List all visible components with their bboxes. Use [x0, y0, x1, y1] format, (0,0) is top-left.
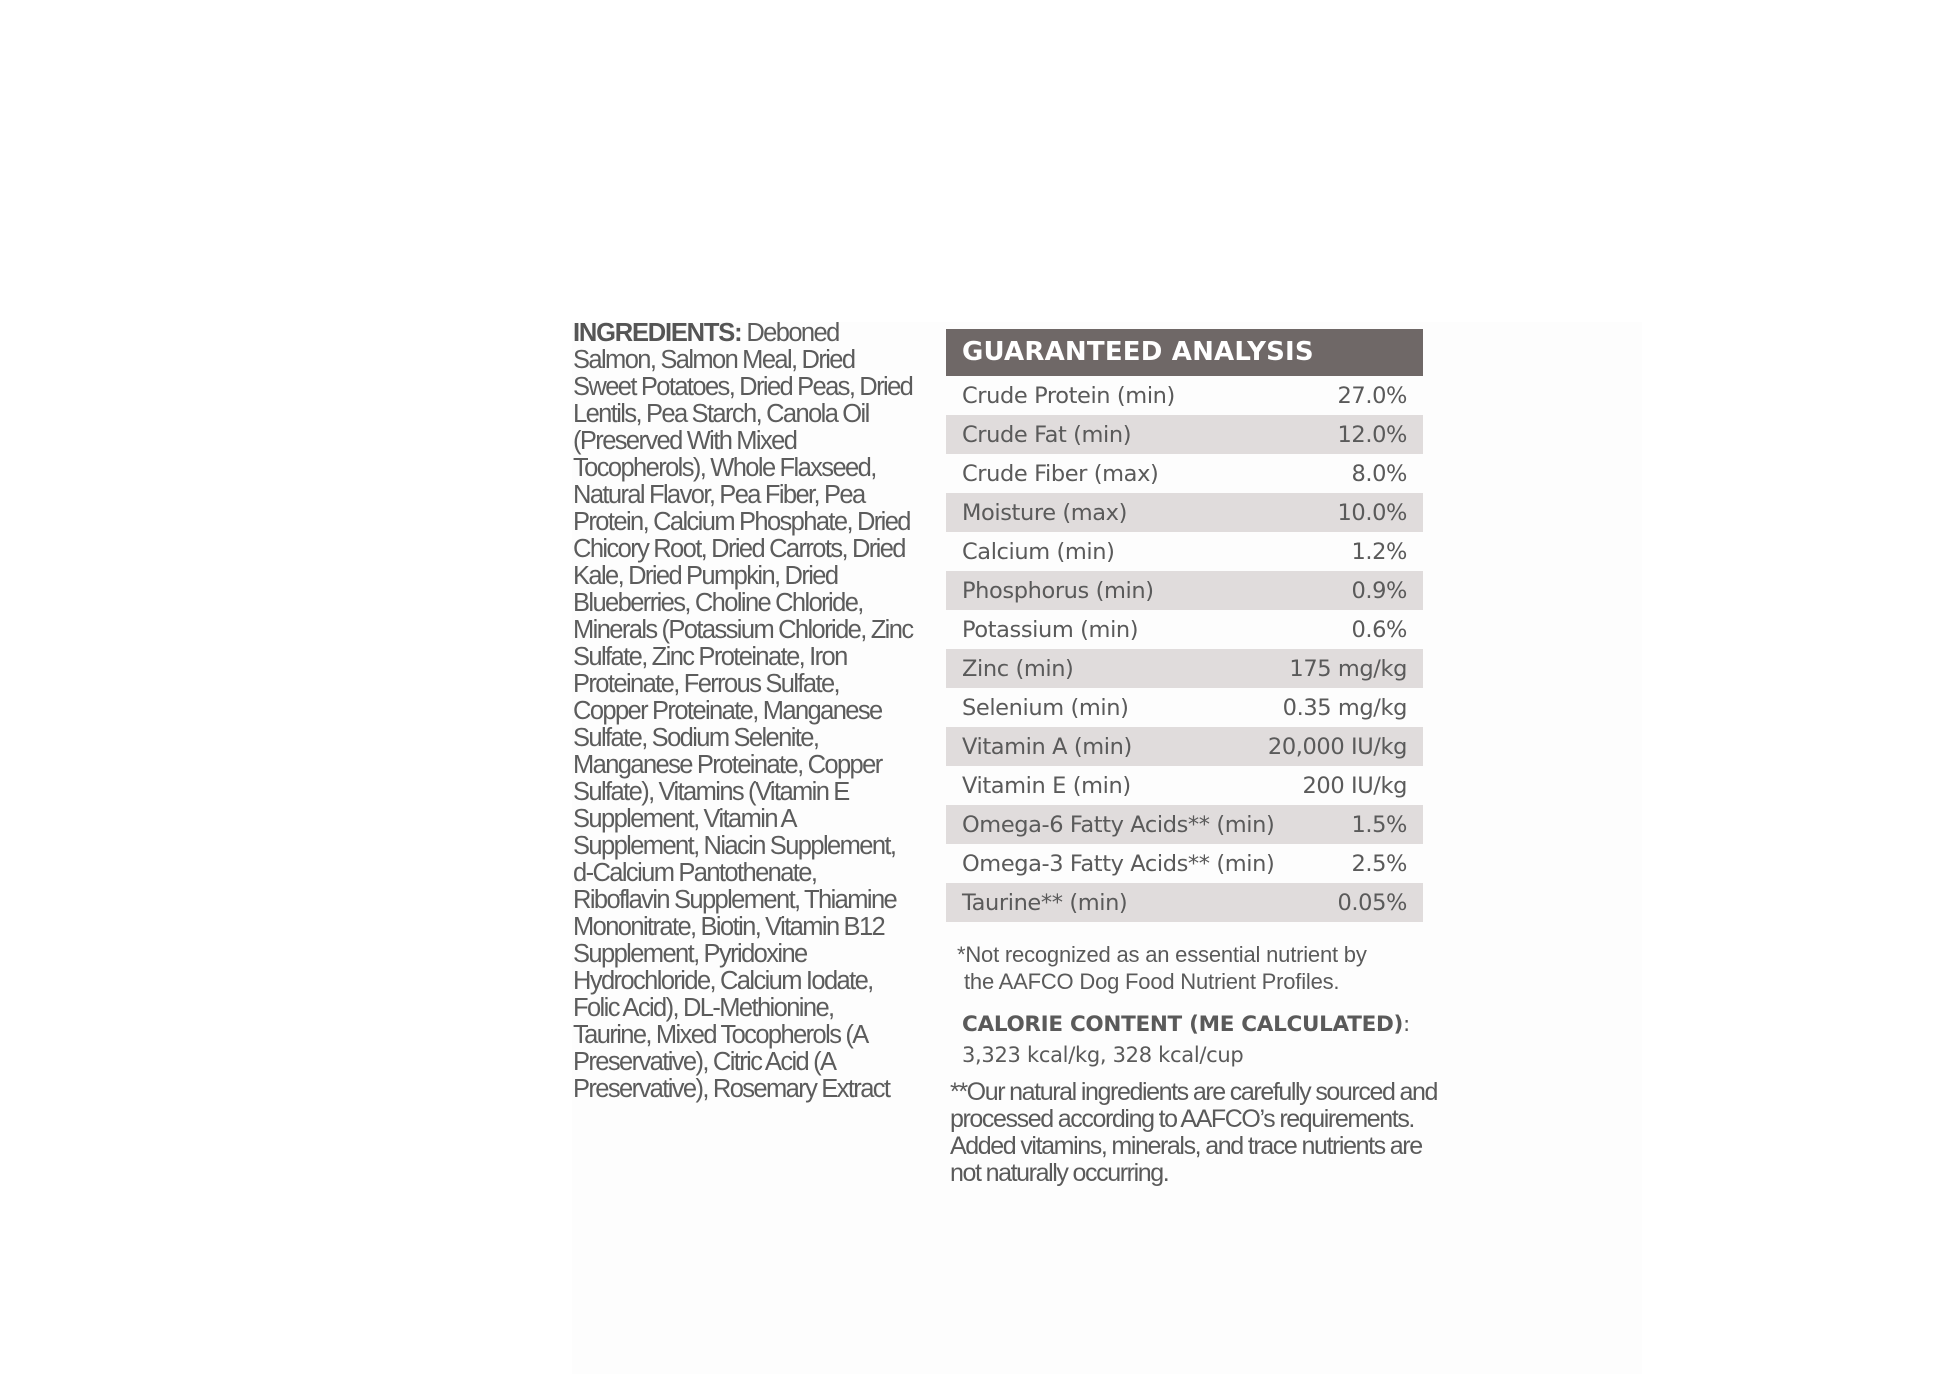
nutrient-label: Omega-6 Fatty Acids** (min)	[962, 811, 1275, 838]
nutrient-label: Vitamin E (min)	[962, 772, 1131, 799]
nutrient-value: 2.5%	[1351, 850, 1407, 877]
table-row	[946, 454, 1423, 493]
nutrient-label: Taurine** (min)	[962, 889, 1128, 916]
table-row	[946, 766, 1423, 805]
sourcing-footnote: **Our natural ingredients are carefully sourced and processed according to AAFCO’s requirements. Added vitamins, minerals, and trace nutrients are not naturally occurring.	[950, 1078, 1438, 1187]
aafco-footnote-line2: the AAFCO Dog Food Nutrient Profiles.	[964, 969, 1340, 994]
calorie-heading-text: CALORIE CONTENT (ME CALCULATED)	[962, 1012, 1404, 1037]
nutrient-value: 0.05%	[1337, 889, 1407, 916]
ingredients-heading: INGREDIENTS:	[573, 319, 742, 347]
table-row	[946, 844, 1423, 883]
analysis-title: GUARANTEED ANALYSIS	[946, 329, 1423, 376]
table-row	[946, 610, 1423, 649]
nutrient-value: 200 IU/kg	[1302, 772, 1407, 799]
table-row	[946, 493, 1423, 532]
nutrient-label: Crude Protein (min)	[962, 382, 1175, 409]
nutrient-value: 8.0%	[1351, 460, 1407, 487]
nutrient-label: Selenium (min)	[962, 694, 1129, 721]
nutrient-label: Vitamin A (min)	[962, 733, 1132, 760]
table-row	[946, 727, 1423, 766]
nutrient-label: Zinc (min)	[962, 655, 1074, 682]
analysis-table	[946, 376, 1423, 922]
nutrient-label: Calcium (min)	[962, 538, 1115, 565]
calorie-heading	[946, 1012, 1423, 1037]
nutrient-value: 0.9%	[1351, 577, 1407, 604]
nutrient-value: 0.6%	[1351, 616, 1407, 643]
table-row	[946, 688, 1423, 727]
nutrient-value: 12.0%	[1337, 421, 1407, 448]
table-row	[946, 532, 1423, 571]
nutrient-label: Potassium (min)	[962, 616, 1139, 643]
table-row	[946, 805, 1423, 844]
table-row	[946, 376, 1423, 415]
table-row	[946, 571, 1423, 610]
nutrient-value: 27.0%	[1337, 382, 1407, 409]
calorie-heading-colon: :	[1403, 1012, 1410, 1037]
ingredients-text: Deboned Salmon, Salmon Meal, Dried Sweet Potatoes, Dried Peas, Dried Lentils, Pea Starch, Canola Oil (Preserved With Mixed Tocopherols), Whole Flaxseed, Natural Flavor, Pea Fiber, Pea Protein, Calcium Phosphate, Dried Chicory Root, Dried Carrots, Dried Kale, Dried Pumpkin, Dried Blueberries, Choline Chloride, Minerals (Potassium Chloride, Zinc Sulfate, Zinc Proteinate, Iron Proteinate, Ferrous Sulfate, Copper Proteinate, Manganese Sulfate, Sodium Selenite, Manganese Proteinate, Copper Sulfate), Vitamins (Vitamin E Supplement, Vitamin A Supplement, Niacin Supplement, d-Calcium Pantothenate, Riboflavin Supplement, Thiamine Mononitrate, Biotin, Vitamin B12 Supplement, Pyridoxine Hydrochloride, Calcium Iodate, Folic Acid), DL-Methionine, Taurine, Mixed Tocopherols (A Preservative), Citric Acid (A Preservative), Rosemary Extract	[573, 319, 913, 1103]
nutrient-value: 1.2%	[1351, 538, 1407, 565]
nutrient-label: Omega-3 Fatty Acids** (min)	[962, 850, 1275, 877]
table-row	[946, 649, 1423, 688]
nutrient-value: 20,000 IU/kg	[1267, 733, 1407, 760]
nutrient-value: 0.35 mg/kg	[1282, 694, 1407, 721]
nutrient-label: Crude Fat (min)	[962, 421, 1132, 448]
nutrient-label: Moisture (max)	[962, 499, 1127, 526]
guaranteed-analysis	[946, 329, 1438, 1187]
aafco-footnote	[946, 941, 1423, 995]
ingredients-section	[573, 320, 913, 1103]
calorie-value: 3,323 kcal/kg, 328 kcal/cup	[962, 1043, 1244, 1067]
nutrient-value: 10.0%	[1337, 499, 1407, 526]
nutrient-value: 175 mg/kg	[1289, 655, 1407, 682]
aafco-footnote-line1: *Not recognized as an essential nutrient by	[957, 942, 1367, 967]
table-row	[946, 883, 1423, 922]
nutrient-label: Phosphorus (min)	[962, 577, 1154, 604]
nutrient-label: Crude Fiber (max)	[962, 460, 1159, 487]
table-row	[946, 415, 1423, 454]
nutrient-value: 1.5%	[1351, 811, 1407, 838]
